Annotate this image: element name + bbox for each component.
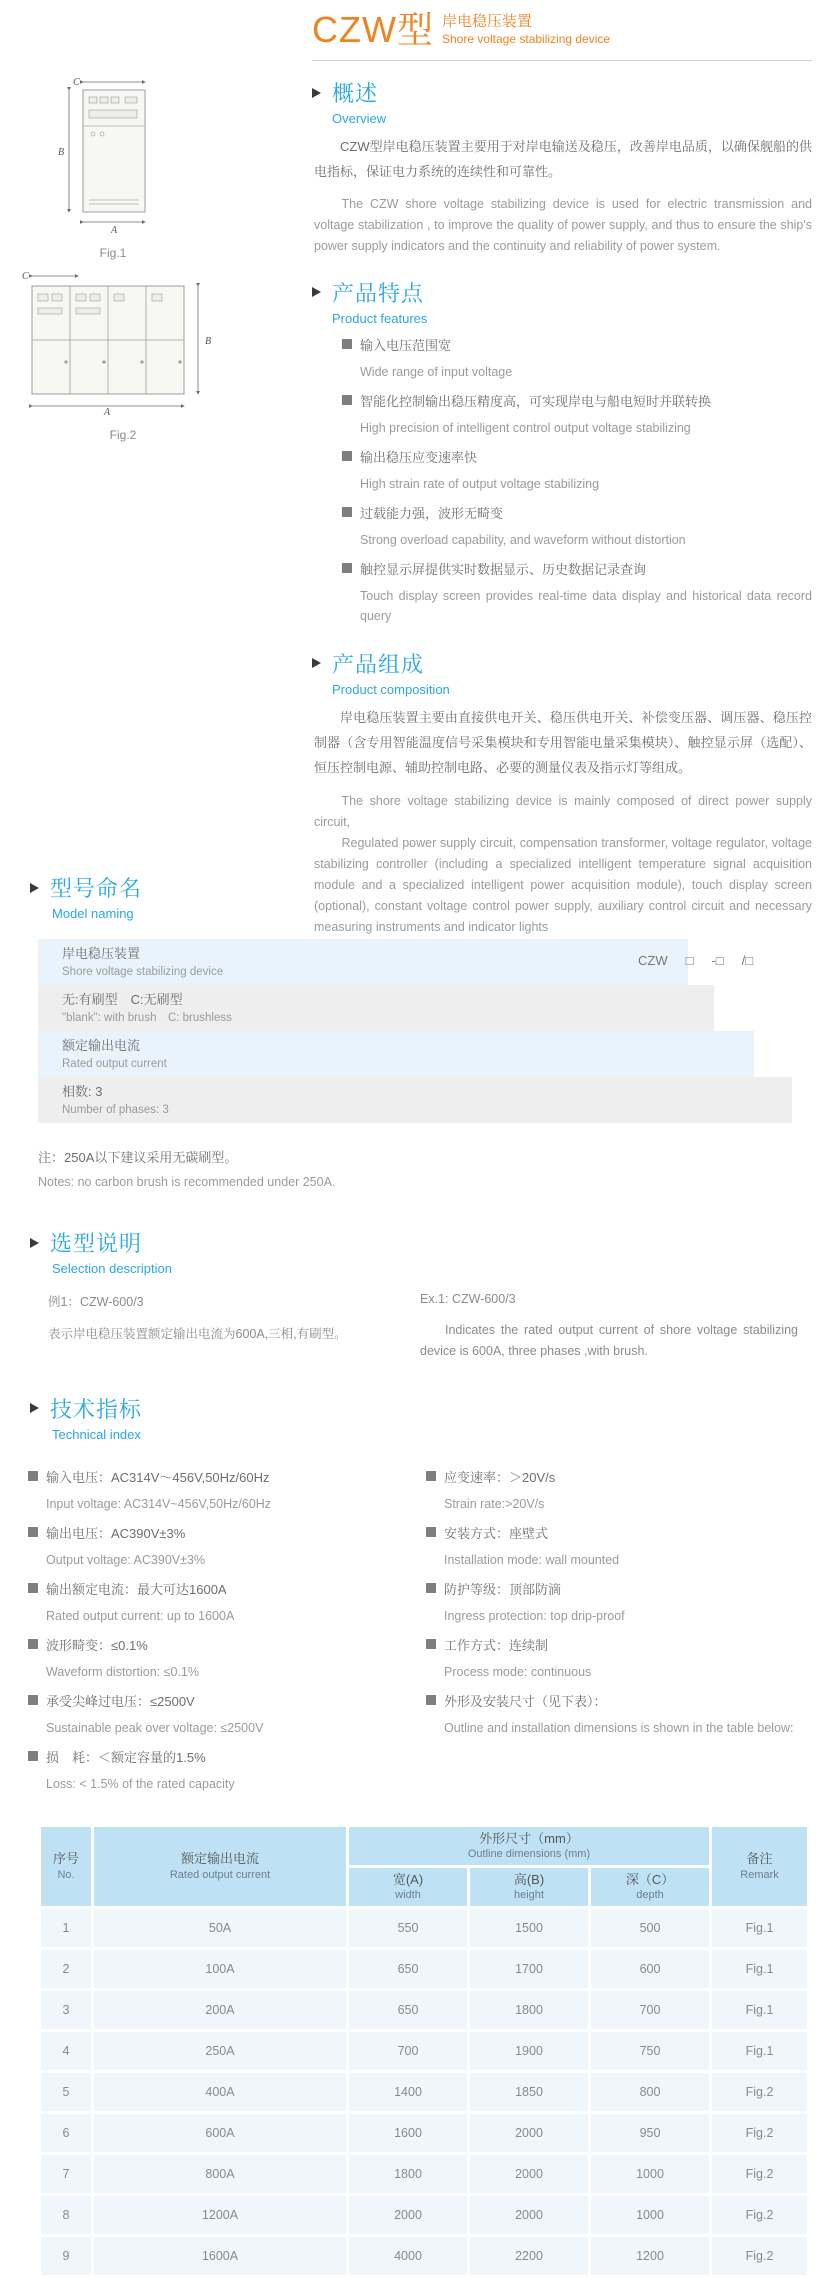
fig1-drawing [51,74,175,234]
technical-en: Outline and installation dimensions is shown in the table below: [444,1718,806,1738]
cell-current: 50A [94,1909,346,1947]
technical-en: Installation mode: wall mounted [444,1550,806,1570]
naming-row-en: Number of phases: 3 [62,1102,792,1118]
table-row [41,2032,807,2070]
model-code-part: /□ [742,953,753,968]
cell-width: 550 [349,1909,467,1947]
table-row [41,2114,807,2152]
table-header [41,1827,807,1907]
overview-heading-en: Overview [332,111,812,126]
cell-remark: Fig.1 [712,1950,807,1988]
cell-remark: Fig.2 [712,2155,807,2193]
lower-sections [0,872,830,2278]
technical-item [28,1635,426,1682]
cell-height: 1700 [470,1950,588,1988]
cell-depth: 600 [591,1950,709,1988]
header-divider [312,60,812,61]
selection-heading-cn: 选型说明 [50,1227,142,1258]
cell-height: 2000 [470,2155,588,2193]
bullet-square-icon [342,451,352,461]
selection-heading-en: Selection description [52,1261,830,1276]
technical-right-column [426,1458,806,1796]
technical-item [28,1579,426,1626]
feature-cn: 过载能力强，波形无畸变 [360,503,503,522]
feature-item [342,447,812,494]
note-cn: 注：250A以下建议采用无碳刷型。 [38,1147,830,1166]
section-arrow-icon [30,1238,39,1248]
section-overview [312,77,812,257]
technical-item [426,1467,806,1514]
bullet-square-icon [426,1527,436,1537]
technical-en: Waveform distortion: ≤0.1% [46,1662,426,1682]
cell-depth: 1000 [591,2155,709,2193]
bullet-square-icon [426,1471,436,1481]
bullet-square-icon [28,1751,38,1761]
fig1-dim-c: C [73,77,80,88]
composition-para-cn: 岸电稳压装置主要由直接供电开关、稳压供电开关、补偿变压器、调压器、稳压控制器（含专用智能温度信号采集模块和专用智能电量采集模块）、触控显示屏（选配）、恒压控制电源、辅助控制电路、必要的测量仪表及指示灯等组成。 [314,705,812,781]
col-rated-current: 额定输出电流 Rated output current [94,1827,346,1907]
model-code-part: -□ [711,953,723,968]
example-cn-desc: 表示岸电稳压装置额定输出电流为600A,三相,有刷型。 [48,1324,378,1345]
technical-item [426,1523,806,1570]
col-height: 高(B) height [470,1868,588,1906]
bullet-square-icon [28,1471,38,1481]
example-en-desc: Indicates the rated output current of shore voltage stabilizing device is 600A, three phases ,with brush. [420,1320,798,1363]
selection-content [0,1292,830,1363]
technical-heading-en: Technical index [52,1427,830,1442]
naming-row-cn: 无:有刷型 C:无刷型 [62,990,714,1010]
technical-en: Process mode: continuous [444,1662,806,1682]
table-row [41,2155,807,2193]
cell-remark: Fig.2 [712,2114,807,2152]
cell-remark: Fig.2 [712,2237,807,2275]
feature-cn: 输出稳压应变速率快 [360,447,477,466]
selection-example-en [420,1292,798,1363]
col-width: 宽(A) width [349,1868,467,1906]
section-technical [30,1393,830,1442]
cell-depth: 500 [591,1909,709,1947]
cell-no: 6 [41,2114,91,2152]
model-code [638,953,753,968]
technical-en: Input voltage: AC314V~456V,50Hz/60Hz [46,1494,426,1514]
bullet-square-icon [28,1639,38,1649]
cell-height: 2000 [470,2114,588,2152]
overview-para-cn: CZW型岸电稳压装置主要用于对岸电输送及稳压，改善岸电品质，以确保舰船的供电指标，保证电力系统的连续性和可靠性。 [314,134,812,185]
features-heading-cn: 产品特点 [332,277,424,308]
section-selection [30,1227,830,1276]
cell-depth: 950 [591,2114,709,2152]
feature-cn: 触控显示屏提供实时数据显示、历史数据记录查询 [360,559,646,578]
selection-example-cn [48,1292,378,1363]
top-right-column [312,0,812,938]
overview-heading-cn: 概述 [332,77,378,108]
cabinet-outline [83,90,145,212]
cell-width: 4000 [349,2237,467,2275]
note-en: Notes: no carbon brush is recommended under 250A. [38,1175,830,1189]
naming-row-en: "blank": with brush C: brushless [62,1010,714,1026]
bullet-square-icon [28,1583,38,1593]
fig2-drawing [16,266,230,416]
cell-current: 200A [94,1991,346,2029]
cell-width: 650 [349,1991,467,2029]
cell-remark: Fig.1 [712,1991,807,2029]
section-arrow-icon [312,287,321,297]
composition-para-en1: The shore voltage stabilizing device is mainly composed of direct power supply circuit, [314,791,812,833]
title-model: CZW型 [312,12,434,48]
table-row [41,1950,807,1988]
technical-item [426,1635,806,1682]
technical-item [426,1691,806,1738]
feature-en: Touch display screen provides real-time data display and historical data record query [360,586,812,626]
col-remark: 备注 Remark [712,1827,807,1907]
technical-cn: 承受尖峰过电压：≤2500V [46,1691,195,1710]
feature-en: High precision of intelligent control output voltage stabilizing [360,418,812,438]
table-row [41,2196,807,2234]
feature-en: Strong overload capability, and waveform without distortion [360,530,812,550]
cell-no: 7 [41,2155,91,2193]
table-body [41,1909,807,2275]
cell-remark: Fig.1 [712,1909,807,1947]
example-cn-title: 例1：CZW-600/3 [48,1292,378,1310]
bullet-square-icon [342,339,352,349]
figure-2 [16,266,230,442]
composition-heading-cn: 产品组成 [332,648,424,679]
title-subtitle [442,13,610,47]
overview-para-en: The CZW shore voltage stabilizing device is used for electric transmission and voltage stabilization , to improve the quality of power supply, and thus to ensure the ship's power supply indicators and the continuity and reliability of power system. [314,194,812,257]
col-depth: 深（C） depth [591,1868,709,1906]
cell-height: 2200 [470,2237,588,2275]
cell-no: 8 [41,2196,91,2234]
naming-row-phases [38,1077,792,1123]
fig1-caption: Fig.1 [48,246,178,260]
composition-heading-en: Product composition [332,682,812,697]
cell-current: 400A [94,2073,346,2111]
feature-item [342,503,812,550]
naming-row-cn: 岸电稳压装置 [62,944,688,964]
table-row [41,1909,807,1947]
feature-item [342,391,812,438]
features-list [342,335,812,626]
feature-cn: 智能化控制输出稳压精度高，可实现岸电与船电短时并联转换 [360,391,711,410]
section-arrow-icon [30,883,39,893]
fig2-dim-a: A [103,407,111,418]
model-naming-diagram [38,939,792,1123]
model-naming-note [38,1147,830,1189]
cell-no: 5 [41,2073,91,2111]
features-heading-en: Product features [332,311,812,326]
naming-row-en: Rated output current [62,1056,754,1072]
bullet-square-icon [426,1583,436,1593]
technical-cn: 防护等级：顶部防滴 [444,1579,561,1598]
feature-en: High strain rate of output voltage stabilizing [360,474,812,494]
technical-en: Loss: < 1.5% of the rated capacity [46,1774,426,1794]
dimensions-table [38,1824,810,2278]
cell-remark: Fig.2 [712,2196,807,2234]
naming-row-current [38,1031,754,1077]
technical-content [0,1458,830,1796]
model-code-part: CZW [638,953,668,968]
naming-row-en: Shore voltage stabilizing device [62,964,688,980]
cell-no: 9 [41,2237,91,2275]
fig1-dim-b: B [58,147,64,158]
naming-row-brush [38,985,714,1031]
fig2-caption: Fig.2 [16,428,230,442]
cell-width: 1800 [349,2155,467,2193]
table-row [41,1991,807,2029]
feature-item [342,559,812,626]
technical-heading-cn: 技术指标 [50,1393,142,1424]
cell-no: 4 [41,2032,91,2070]
cell-depth: 1200 [591,2237,709,2275]
cell-width: 700 [349,2032,467,2070]
cell-current: 100A [94,1950,346,1988]
cell-no: 3 [41,1991,91,2029]
cell-remark: Fig.2 [712,2073,807,2111]
cell-remark: Fig.1 [712,2032,807,2070]
technical-item [28,1523,426,1570]
technical-cn: 应变速率：＞20V/s [444,1467,555,1486]
bullet-square-icon [28,1695,38,1705]
title-en: Shore voltage stabilizing device [442,32,610,47]
naming-row-device [38,939,688,985]
technical-item [28,1467,426,1514]
section-features [312,277,812,626]
cell-height: 1800 [470,1991,588,2029]
technical-item [28,1747,426,1794]
cell-height: 1500 [470,1909,588,1947]
figure-1 [48,74,178,260]
cell-no: 1 [41,1909,91,1947]
cell-current: 1600A [94,2237,346,2275]
cell-width: 1600 [349,2114,467,2152]
section-arrow-icon [312,658,321,668]
technical-item [426,1579,806,1626]
feature-item [342,335,812,382]
cell-height: 1900 [470,2032,588,2070]
section-arrow-icon [312,88,321,98]
cell-depth: 700 [591,1991,709,2029]
cell-width: 650 [349,1950,467,1988]
fig2-dim-c: C [22,271,29,282]
technical-cn: 安装方式：座壁式 [444,1523,548,1542]
fig2-dim-b: B [205,336,211,347]
col-no: 序号 No. [41,1827,91,1907]
composition-para-en2: Regulated power supply circuit, compensation transformer, voltage regulator, voltage stabilizing controller (including a specialized intelligent temperature signal acquisition module and a specialized intelligent power acquisition module), touch display screen (optional), constant voltage control power supply, auxiliary control circuit and necessary measuring instruments and indicator lights [314,833,812,938]
cell-current: 250A [94,2032,346,2070]
model-naming-heading-cn: 型号命名 [50,872,142,903]
fig1-dim-a: A [110,225,118,236]
cell-current: 600A [94,2114,346,2152]
technical-en: Ingress protection: top drip-proof [444,1606,806,1626]
technical-cn: 工作方式：连续制 [444,1635,548,1654]
technical-cn: 输出额定电流：最大可达1600A [46,1579,227,1598]
naming-row-cn: 相数: 3 [62,1082,792,1102]
cell-depth: 750 [591,2032,709,2070]
feature-cn: 输入电压范围宽 [360,335,451,354]
example-en-title: Ex.1: CZW-600/3 [420,1292,798,1306]
col-outline-dimensions: 外形尺寸（mm） Outline dimensions (mm) [349,1827,709,1865]
cell-width: 1400 [349,2073,467,2111]
technical-left-column [28,1458,426,1796]
technical-en: Rated output current: up to 1600A [46,1606,426,1626]
table-row [41,2237,807,2275]
technical-cn: 外形及安装尺寸（见下表）： [444,1691,607,1710]
section-model-naming [30,872,830,921]
technical-cn: 波形畸变：≤0.1% [46,1635,148,1654]
cell-current: 800A [94,2155,346,2193]
section-arrow-icon [30,1403,39,1413]
technical-en: Output voltage: AC390V±3% [46,1550,426,1570]
technical-en: Strain rate:>20V/s [444,1494,806,1514]
technical-en: Sustainable peak over voltage: ≤2500V [46,1718,426,1738]
cell-depth: 800 [591,2073,709,2111]
bullet-square-icon [342,563,352,573]
table-row [41,2073,807,2111]
bullet-square-icon [342,395,352,405]
cell-width: 2000 [349,2196,467,2234]
title-cn: 岸电稳压装置 [442,13,610,32]
bullet-square-icon [426,1639,436,1649]
model-naming-heading-en: Model naming [52,906,830,921]
cell-no: 2 [41,1950,91,1988]
bullet-square-icon [342,507,352,517]
naming-row-cn: 额定输出电流 [62,1036,754,1056]
technical-cn: 输出电压：AC390V±3% [46,1523,185,1542]
cell-height: 2000 [470,2196,588,2234]
cell-height: 1850 [470,2073,588,2111]
feature-en: Wide range of input voltage [360,362,812,382]
doc-title [312,0,812,48]
cell-current: 1200A [94,2196,346,2234]
cell-depth: 1000 [591,2196,709,2234]
bullet-square-icon [28,1527,38,1537]
technical-cn: 输入电压：AC314V～456V,50Hz/60Hz [46,1467,270,1486]
model-code-part: □ [686,953,694,968]
technical-item [28,1691,426,1738]
technical-cn: 损 耗：＜额定容量的1.5% [46,1747,206,1766]
bullet-square-icon [426,1695,436,1705]
